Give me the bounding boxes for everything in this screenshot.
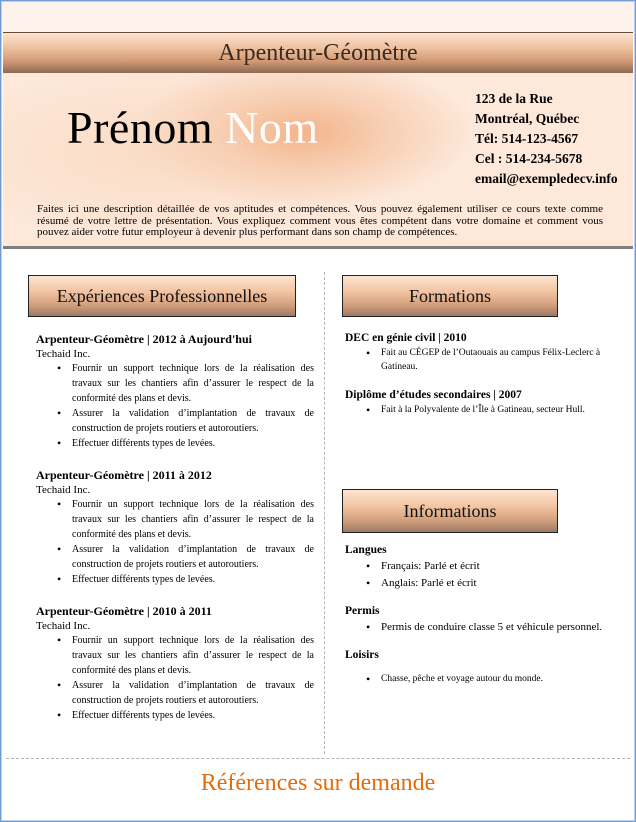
info-permis — [345, 604, 605, 636]
contact-street: 123 de la Rue — [475, 91, 553, 106]
formation-entry — [345, 331, 605, 374]
job-entry-bullets — [72, 361, 314, 451]
info-loisirs — [345, 648, 605, 688]
job-entry — [36, 603, 314, 723]
contact-cel: Cel : 514-234-5678 — [475, 151, 583, 166]
info-langues-title: Langues — [345, 544, 387, 556]
experience-heading-label: Expériences Professionnelles — [56, 285, 268, 306]
list-item: • Fait au CÉGEP de l’Outaouais au campus Félix-Leclerc à Gatineau. — [381, 346, 605, 374]
list-item: • Fait à la Polyvalente de l’Île à Gatineau, secteur Hull. — [381, 403, 605, 417]
formation-bullets — [381, 403, 605, 417]
list-item: • Français: Parlé et écrit — [381, 558, 605, 575]
formations-heading-label: Formations — [408, 285, 491, 306]
list-item: • Assurer la validation d’implantation de travaux de construction de projets routiers et autoroutiers. — [72, 542, 314, 572]
job-entry-title: Arpenteur-Géomètre | 2011 à 2012 — [36, 468, 212, 482]
experience-heading — [28, 275, 296, 317]
info-loisirs-title: Loisirs — [345, 649, 379, 661]
references-text: Références sur demande — [200, 770, 436, 796]
job-entry — [36, 331, 314, 451]
formation-title: Diplôme d’études secondaires | 2007 — [345, 389, 522, 401]
formation-title: DEC en génie civil | 2010 — [345, 332, 467, 344]
info-loisirs-items — [381, 671, 605, 688]
info-permis-items — [381, 619, 605, 636]
candidate-name — [67, 101, 319, 154]
list-item: • Effectuer différents types de levées. — [72, 708, 314, 723]
job-entry-title: Arpenteur-Géomètre | 2012 à Aujourd'hui — [36, 332, 252, 346]
first-name: Prénom — [67, 102, 214, 153]
list-item: • Anglais: Parlé et écrit — [381, 575, 605, 592]
top-band — [2, 2, 634, 32]
formations-list — [345, 331, 605, 431]
info-langues — [345, 543, 605, 592]
job-title: Arpenteur-Géomètre — [218, 39, 418, 66]
column-divider — [324, 272, 325, 754]
last-name: Nom — [225, 102, 319, 153]
job-entry-bullets — [72, 497, 314, 587]
list-item: • Fournir un support technique lors de la réalisation des travaux sur les chantiers afin d’assurer le respect de la conformité des plans et devis. — [72, 497, 314, 542]
job-entry-company: Techaid Inc. — [36, 484, 91, 496]
list-item: • Assurer la validation d’implantation de travaux de construction de projets routiers et autoroutiers. — [72, 678, 314, 708]
list-item: • Effectuer différents types de levées. — [72, 436, 314, 451]
job-entry-bullets — [72, 633, 314, 723]
info-langues-items — [381, 558, 605, 592]
job-title-banner — [3, 32, 633, 74]
list-item: • Permis de conduire classe 5 et véhicule personnel. — [381, 619, 605, 636]
job-entry-title: Arpenteur-Géomètre | 2010 à 2011 — [36, 604, 212, 618]
contact-tel: Tél: 514-123-4567 — [475, 131, 579, 146]
footer-divider — [6, 758, 630, 759]
contact-block — [475, 89, 618, 189]
list-item: • Chasse, pêche et voyage autour du monde. — [381, 671, 605, 688]
info-permis-title: Permis — [345, 605, 380, 617]
job-entry-company: Techaid Inc. — [36, 620, 91, 632]
list-item: • Assurer la validation d’implantation de travaux de construction de projets routiers et autoroutiers. — [72, 406, 314, 436]
formation-entry — [345, 388, 605, 417]
informations-heading-label: Informations — [403, 500, 497, 521]
job-entry — [36, 467, 314, 587]
informations-list — [345, 543, 605, 700]
header — [3, 73, 633, 249]
experience-list — [36, 331, 314, 739]
list-item: • Fournir un support technique lors de la réalisation des travaux sur les chantiers afin d’assurer le respect de la conformité des plans et devis. — [72, 633, 314, 678]
list-item: • Effectuer différents types de levées. — [72, 572, 314, 587]
summary-paragraph: Faites ici une description détaillée de vos aptitudes et compétences. Vous pouvez également utiliser ce cours texte comme résumé de votre lettre de présentation. Vous expliquez comment vous êtes compétent dans votre domaine et comment vous pouvez aider votre futur employeur à devenir plus performant dans son champ de compétences. — [37, 203, 603, 238]
list-item: • Fournir un support technique lors de la réalisation des travaux sur les chantiers afin d’assurer le respect de la conformité des plans et devis. — [72, 361, 314, 406]
job-entry-company: Techaid Inc. — [36, 348, 91, 360]
contact-email: email@exempledecv.info — [475, 171, 618, 186]
formation-bullets — [381, 346, 605, 374]
formations-heading — [342, 275, 558, 317]
informations-heading — [342, 489, 558, 533]
contact-city: Montréal, Québec — [475, 111, 580, 126]
